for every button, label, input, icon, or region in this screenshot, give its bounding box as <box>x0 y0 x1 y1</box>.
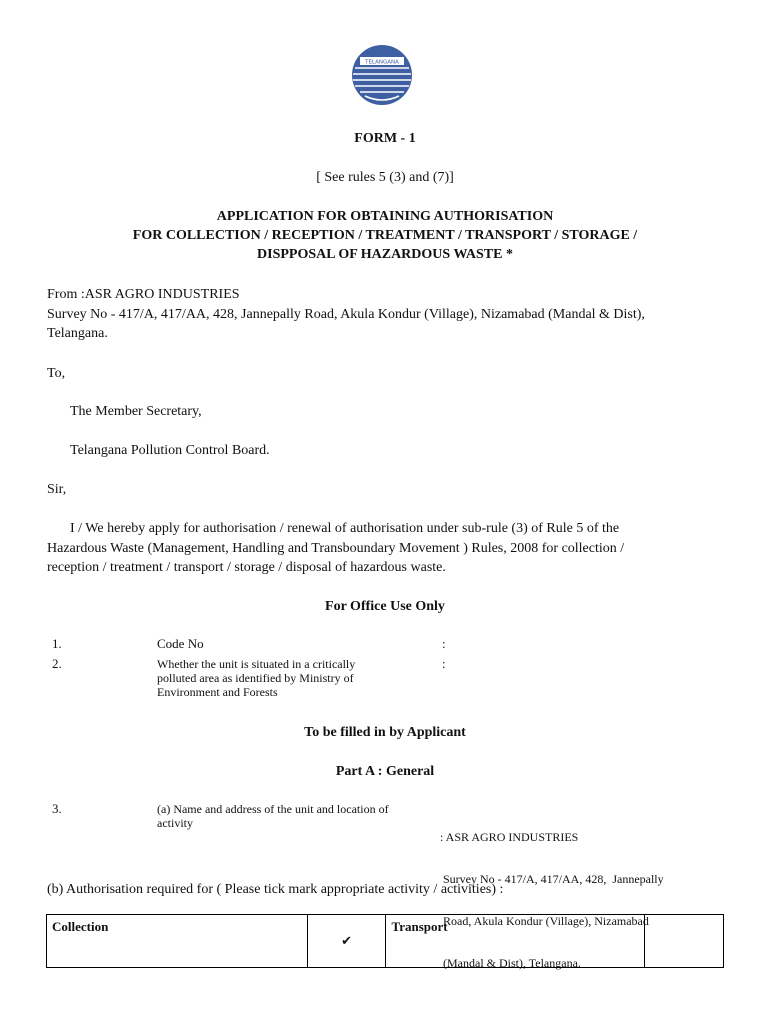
salutation: Sir, <box>47 482 67 497</box>
body-line-1: I / We hereby apply for authorisation / renewal of authorisation under sub-rule (3) of Rule 5 of the <box>70 521 620 536</box>
svg-text:TELANGANA: TELANGANA <box>365 59 399 66</box>
telangana-logo <box>351 44 413 106</box>
office-item-2-label-line: Environment and Forests <box>157 685 278 699</box>
activity-table <box>46 914 724 968</box>
office-item-1-num: 1. <box>52 636 62 651</box>
item-3-value-line: Road, Akula Kondur (Village), Nizamabad <box>443 914 649 928</box>
rules-reference: [ See rules 5 (3) and (7)] <box>316 170 454 185</box>
office-item-1-colon: : <box>442 636 446 651</box>
item-3-num: 3. <box>52 801 62 816</box>
collection-label-cell: Collection <box>47 915 308 968</box>
item-3-value-line: Survey No - 417/A, 417/AA, 428, Jannepally <box>440 872 664 886</box>
form-title: FORM - 1 <box>354 131 416 146</box>
from-line-1: From :ASR AGRO INDUSTRIES <box>47 287 240 302</box>
to-label: To, <box>47 366 66 381</box>
office-use-heading: For Office Use Only <box>325 599 445 614</box>
item-3-value-line: (Mandal & Dist), Telangana. <box>443 956 581 970</box>
table-row <box>47 915 724 968</box>
from-line-3: Telangana. <box>47 326 108 341</box>
collection-checkbox[interactable]: ✔ <box>307 915 386 968</box>
office-item-2-colon: : <box>442 656 446 671</box>
recipient-line-2: Telangana Pollution Control Board. <box>70 443 270 458</box>
transport-checkbox[interactable] <box>645 915 724 968</box>
title-line-1: APPLICATION FOR OBTAINING AUTHORISATION <box>216 209 554 224</box>
office-item-2-label <box>157 657 355 699</box>
authorisation-required-line: (b) Authorisation required for ( Please tick mark appropriate activity / activities) : <box>47 882 504 897</box>
item-3-label <box>157 802 389 830</box>
title-line-2: FOR COLLECTION / RECEPTION / TREATMENT / TRANSPORT / STORAGE / <box>132 228 638 243</box>
part-a-heading: Part A : General <box>335 764 435 779</box>
office-item-2-label-line: polluted area as identified by Ministry of <box>157 671 354 685</box>
title-line-3: DISPPOSAL OF HAZARDOUS WASTE * <box>257 247 513 262</box>
from-line-2: Survey No - 417/A, 417/AA, 428, Jannepally Road, Akula Kondur (Village), Nizamabad (Mandal & Dist), <box>47 307 645 322</box>
body-line-2: Hazardous Waste (Management, Handling and Transboundary Movement ) Rules, 2008 for collection / <box>47 541 625 556</box>
applicant-heading: To be filled in by Applicant <box>304 725 466 740</box>
item-3-label-line: activity <box>157 816 193 830</box>
body-line-3: reception / treatment / transport / storage / disposal of hazardous waste. <box>47 560 446 575</box>
office-item-1-label: Code No <box>157 636 204 651</box>
recipient-line-1: The Member Secretary, <box>70 404 202 419</box>
office-item-2-num: 2. <box>52 656 62 671</box>
item-3-value-line: : ASR AGRO INDUSTRIES <box>440 830 579 844</box>
item-3-label-line: (a) Name and address of the unit and location of <box>157 802 389 816</box>
office-item-2-label-line: Whether the unit is situated in a critically <box>157 657 356 671</box>
transport-label-cell: Transport <box>386 915 645 968</box>
